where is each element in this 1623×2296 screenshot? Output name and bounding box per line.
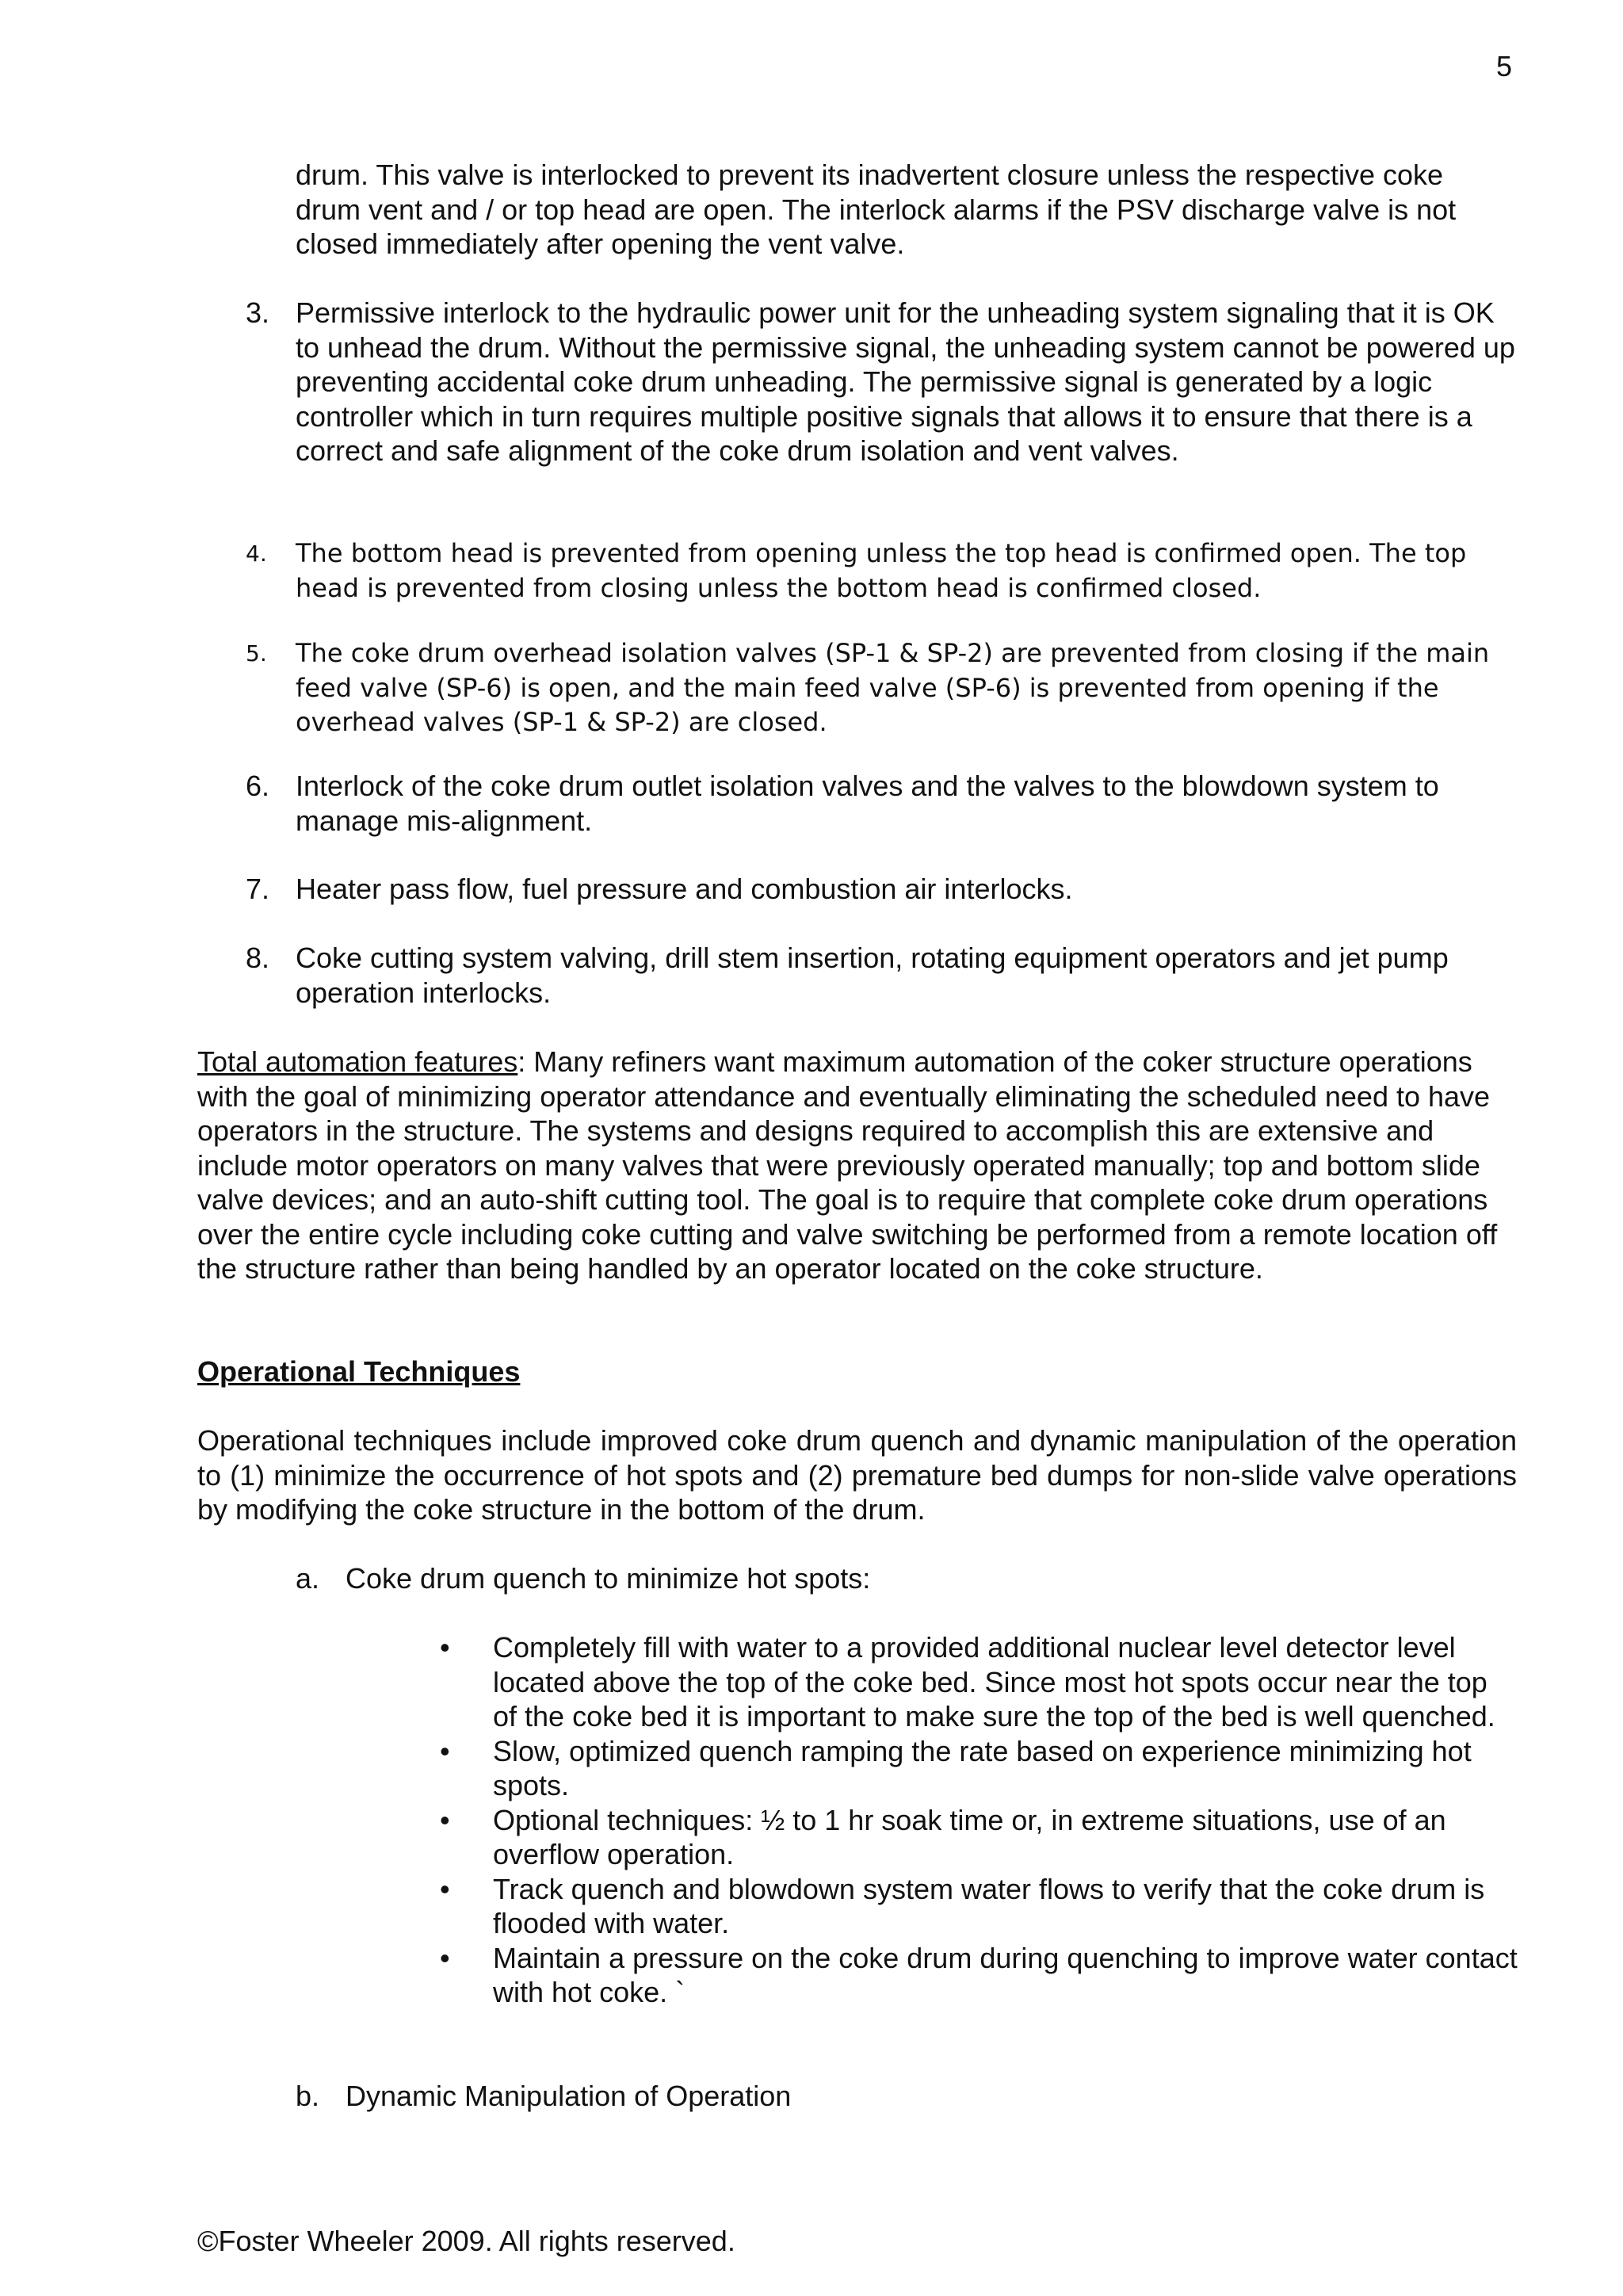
bullet-text: Completely fill with water to a provided additional nuclear level detector level located above the top of the coke bed. Since most hot spots occur near the top of the coke bed it is important to make sure the top of the bed is well quenched. <box>493 1631 1495 1733</box>
sub-item-letter: b. <box>296 2080 320 2112</box>
sub-item-b <box>296 2079 791 2114</box>
total-automation-paragraph <box>197 1045 1517 1286</box>
list-item <box>440 1941 1518 2010</box>
item-number: 6. <box>246 770 270 802</box>
page-number: 5 <box>1495 50 1512 82</box>
item-number: 3. <box>246 296 270 329</box>
bullet-icon: • <box>440 1941 450 1974</box>
item-text: Interlock of the coke drum outlet isolation valves and the valves to the blowdown system to manage mis-alignment. <box>296 770 1439 837</box>
item-text: Heater pass flow, fuel pressure and combustion air interlocks. <box>296 873 1073 905</box>
bullet-icon: • <box>440 1872 450 1905</box>
bullet-text: Track quench and blowdown system water flows to verify that the coke drum is flooded with water. <box>493 1872 1485 1939</box>
section-heading: Operational Techniques <box>197 1355 521 1388</box>
list-item <box>440 1734 1518 1803</box>
quench-bullet-list <box>440 1630 1518 2010</box>
bullet-text: Slow, optimized quench ramping the rate based on experience minimizing hot spots. <box>493 1734 1472 1801</box>
list-item-4 <box>246 537 1518 606</box>
sub-item-letter: a. <box>296 1562 320 1595</box>
list-item-5 <box>246 636 1518 740</box>
copyright-footer: ©Foster Wheeler 2009. All rights reserved. <box>197 2225 735 2257</box>
list-item-6 <box>246 769 1518 838</box>
item-text: The bottom head is prevented from opening unless the top head is confirmed open. The top head is prevented from closing unless the bottom head is confirmed closed. <box>296 538 1467 603</box>
item-text: Permissive interlock to the hydraulic power unit for the unheading system signaling that it is OK to unhead the drum. Without the permissive signal, the unheading system cannot be powered up preventing accidental coke drum unheading. The permissive signal is generated by a logic controller which in turn requires multiple positive signals that allows it to ensure that there is a correct and safe alignment of the coke drum isolation and vent valves. <box>296 296 1515 467</box>
list-item <box>440 1803 1518 1872</box>
item-number: 5. <box>246 640 267 667</box>
sub-item-text: Dynamic Manipulation of Operation <box>346 2080 792 2112</box>
list-item-8 <box>246 941 1518 1010</box>
list-item <box>440 1872 1518 1941</box>
bullet-text: Maintain a pressure on the coke drum during quenching to improve water contact with hot coke. ` <box>493 1941 1518 2008</box>
list-item <box>440 1630 1518 1734</box>
total-automation-label: Total automation features <box>197 1045 518 1078</box>
list-item-7 <box>246 872 1518 907</box>
bullet-icon: • <box>440 1734 450 1767</box>
sub-item-a <box>296 1561 870 1596</box>
item-text: Coke cutting system valving, drill stem insertion, rotating equipment operators and jet pump operation interlocks. <box>296 942 1449 1009</box>
list-item-3 <box>246 296 1518 468</box>
item-number: 4. <box>246 541 267 567</box>
item-number: 8. <box>246 942 270 974</box>
sub-item-text: Coke drum quench to minimize hot spots: <box>346 1562 871 1595</box>
item-text: The coke drum overhead isolation valves (SP-1 & SP-2) are prevented from closing if the main feed valve (SP-6) is open, and the main feed valve (SP-6) is prevented from opening if the overhead valves (SP-1 & SP-2) are closed. <box>296 638 1490 737</box>
bullet-icon: • <box>440 1803 450 1836</box>
total-automation-text: : Many refiners want maximum automation of the coker structure operations with the goal of minimizing operator attendance and eventually eliminating the scheduled need to have operators in the structure. The systems and designs required to accomplish this are extensive and include motor operators on many valves that were previously operated manually; top and bottom slide valve devices; and an auto-shift cutting tool. The goal is to require that complete coke drum operations over the entire cycle including coke cutting and valve switching be performed from a remote location off the structure rather than being handled by an operator located on the coke structure. <box>197 1045 1498 1285</box>
item-number: 7. <box>246 873 270 905</box>
intro-paragraph: Operational techniques include improved coke drum quench and dynamic manipulation of the operation to (1) minimize the occurrence of hot spots and (2) premature bed dumps for non-slide valve operations by modifying the coke structure in the bottom of the drum. <box>197 1424 1517 1526</box>
bullet-text: Optional techniques: ½ to 1 hr soak time or, in extreme situations, use of an overflow operation. <box>493 1803 1446 1870</box>
bullet-icon: • <box>440 1631 450 1664</box>
continuation-paragraph: drum. This valve is interlocked to prevent its inadvertent closure unless the respective coke drum vent and / or top head are open. The interlock alarms if the PSV discharge valve is not closed immediately after opening the vent valve. <box>296 159 1457 260</box>
